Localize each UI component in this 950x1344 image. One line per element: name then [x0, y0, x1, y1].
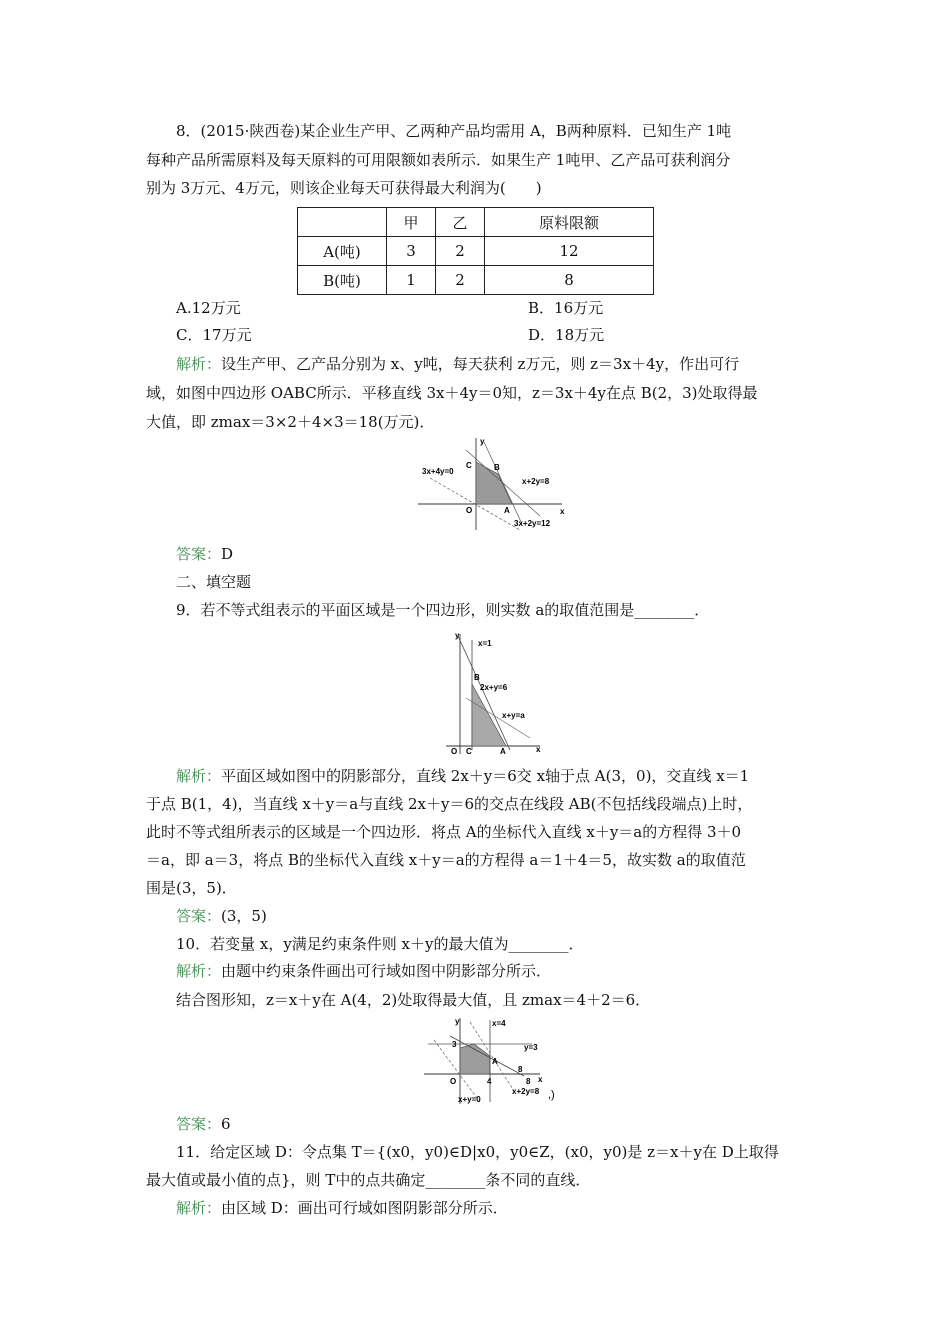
- line-label: x+2y=8: [522, 477, 550, 486]
- q10-feasible-region-figure: [420, 1014, 570, 1106]
- q9-analysis-line2: 于点 B(1，4)，当直线 x＋y＝a与直线 2x＋y＝6的交点在线段 AB(不包括线段端点)上时，: [146, 795, 753, 813]
- analysis-text: 由区域 D：画出可行域如图阴影部分所示．: [221, 1199, 508, 1217]
- q9-analysis-line5: 围是(3，5)．: [146, 879, 237, 897]
- y-axis-label: y: [455, 631, 460, 640]
- q8-option-d: D．18万元: [528, 326, 605, 344]
- table-cell: B(吨): [298, 266, 387, 295]
- shaded-region: [460, 1044, 490, 1074]
- q8-line1: 8．(2015·陕西卷)某企业生产甲、乙两种产品均需用 A，B两种原料．已知生产 1吨: [176, 122, 732, 140]
- origin-label: O: [450, 1077, 457, 1086]
- q11-line2: 最大值或最小值的点}，则 T中的点共确定________条不同的直线．: [146, 1171, 591, 1189]
- tick-label: 8: [518, 1065, 523, 1074]
- analysis-label: 解析：: [176, 1199, 222, 1217]
- q9-answer: [176, 906, 267, 926]
- tick-label: 3: [452, 1040, 457, 1049]
- q8-answer: [176, 544, 233, 564]
- q9-line1: 9．若不等式组表示的平面区域是一个四边形，则实数 a的取值范围是________．: [176, 601, 710, 619]
- line-label: x+y=a: [502, 711, 525, 720]
- answer-label: 答案：: [176, 545, 222, 563]
- point-a-label: A: [504, 506, 510, 515]
- table-cell: 2: [436, 266, 485, 295]
- shaded-region: [472, 684, 506, 746]
- point-a-label: A: [500, 747, 506, 756]
- answer-value: (3，5): [221, 907, 267, 925]
- analysis-label: 解析：: [176, 355, 222, 373]
- q9-analysis-line1: [176, 766, 749, 786]
- point-a-label: A: [492, 1057, 498, 1066]
- line-label: x+y=0: [458, 1095, 481, 1104]
- line-label: 3x+2y=12: [514, 519, 551, 528]
- y-axis-label: y: [480, 437, 485, 446]
- point-c-label: C: [466, 461, 472, 470]
- line-label: y=3: [524, 1043, 538, 1052]
- x-axis-label: x: [538, 1075, 543, 1084]
- table-cell: 1: [387, 266, 436, 295]
- table-cell: 12: [485, 237, 654, 266]
- table-cell: 甲: [387, 208, 436, 237]
- point-c-label: C: [466, 747, 472, 756]
- q10-line1: 10．若变量 x，y满足约束条件则 x＋y的最大值为________．: [176, 935, 584, 953]
- analysis-label: 解析：: [176, 767, 222, 785]
- analysis-text: 由题中约束条件画出可行域如图中阴影部分所示．: [221, 962, 552, 980]
- origin-label: O: [466, 506, 473, 515]
- tick-label: 4: [487, 1077, 492, 1086]
- table-row: [298, 266, 654, 295]
- analysis-text: 平面区域如图中的阴影部分，直线 2x＋y＝6交 x轴于点 A(3，0)，交直线 x＝1: [221, 767, 750, 785]
- table-cell: A(吨): [298, 237, 387, 266]
- q9-analysis-line3: 此时不等式组所表示的区域是一个四边形．将点 A的坐标代入直线 x＋y＝a的方程得 3＋0: [146, 823, 742, 841]
- origin-label: O: [451, 747, 458, 756]
- q8-line2: 每种产品所需原料及每天原料的可用限额如表所示．如果生产 1吨甲、乙产品可获利润分: [146, 151, 731, 169]
- line-label: 3x+4y=0: [422, 467, 454, 476]
- line-label: x=4: [492, 1019, 506, 1028]
- q8-option-b: B．16万元: [528, 299, 604, 317]
- analysis-label: 解析：: [176, 962, 222, 980]
- answer-label: 答案：: [176, 1115, 222, 1133]
- point-b-label: B: [474, 673, 480, 682]
- q9-feasible-region-figure: [440, 628, 546, 756]
- table-cell: 2: [436, 237, 485, 266]
- q8-feasible-region-figure: [410, 432, 570, 532]
- q11-line1: 11．给定区域 D：令点集 T＝{(x0，y0)∈D|x0，y0∈Z，(x0，y0)是 z＝x＋y在 D上取得: [176, 1143, 779, 1161]
- table-cell: [298, 208, 387, 237]
- table-row: [298, 237, 654, 266]
- table-cell: 8: [485, 266, 654, 295]
- line-label: x+2y=8: [512, 1087, 540, 1096]
- q8-analysis-line2: 域，如图中四边形 OABC所示．平移直线 3x＋4y＝0知，z＝3x＋4y在点 B(2，3)处取得最: [146, 384, 758, 402]
- line-label: 2x+y=6: [480, 683, 508, 692]
- answer-value: D: [221, 545, 234, 563]
- trailing-text: ,): [548, 1089, 555, 1101]
- section-title: 二、填空题: [176, 573, 252, 591]
- q10-analysis-line2: 结合图形知，z＝x＋y在 A(4，2)处取得最大值，且 zmax＝4＋2＝6．: [176, 991, 651, 1009]
- answer-label: 答案：: [176, 907, 222, 925]
- answer-value: 6: [221, 1115, 231, 1133]
- table-cell: 3: [387, 237, 436, 266]
- line-label: x=1: [478, 639, 492, 648]
- q8-material-table: [297, 207, 654, 295]
- q8-option-c: C．17万元: [176, 326, 252, 344]
- analysis-text: 设生产甲、乙产品分别为 x、y吨，每天获利 z万元，则 z＝3x＋4y，作出可行: [221, 355, 740, 373]
- q8-analysis-line3: 大值，即 zmax＝3×2＋4×3＝18(万元)．: [146, 413, 435, 431]
- table-cell: 乙: [436, 208, 485, 237]
- x-axis-label: x: [536, 745, 541, 754]
- table-cell: 原料限额: [485, 208, 654, 237]
- q8-analysis-line1: [176, 354, 739, 374]
- q8-option-a: A.12万元: [176, 299, 241, 317]
- q9-analysis-line4: ＝a，即 a＝3，将点 B的坐标代入直线 x＋y＝a的方程得 a＝1＋4＝5，故实数 a的取值范: [146, 851, 746, 869]
- q11-analysis-line1: [176, 1198, 508, 1218]
- point-b-label: B: [494, 463, 500, 472]
- q10-answer: [176, 1114, 231, 1134]
- tick-label: 8: [526, 1077, 531, 1086]
- table-header-row: [298, 208, 654, 237]
- y-axis-label: y: [455, 1017, 460, 1026]
- q10-analysis-line1: [176, 961, 551, 981]
- x-axis-label: x: [560, 507, 565, 516]
- q8-line3: 别为 3万元、4万元，则该企业每天可获得最大利润为( ): [146, 179, 542, 197]
